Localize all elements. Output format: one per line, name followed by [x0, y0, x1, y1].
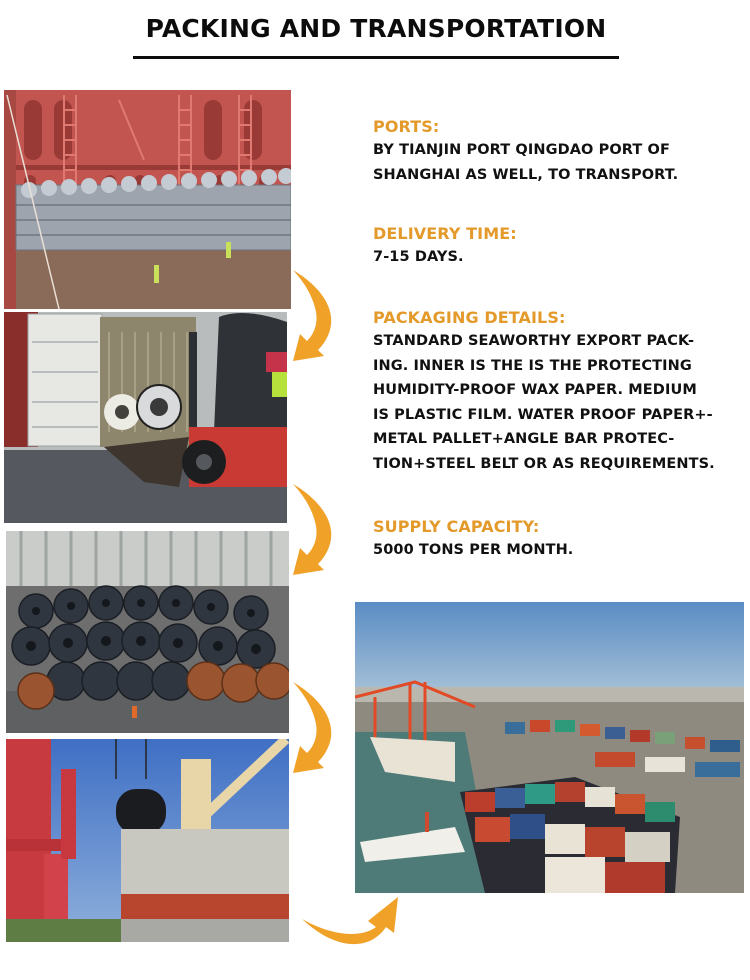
packaging-details-label: PACKAGING DETAILS: — [373, 308, 566, 327]
curved-arrow-down-3-icon — [290, 680, 340, 775]
supply-capacity-value: 5000 TONS PER MONTH. — [373, 542, 574, 558]
delivery-time-label: DELIVERY TIME: — [373, 224, 517, 243]
packaging-details-line-3: HUMIDITY-PROOF WAX PAPER. MEDIUM — [373, 382, 697, 398]
crane-lifting-coils-photo — [6, 739, 289, 942]
container-port-photo — [355, 602, 744, 893]
packaging-details-section — [373, 307, 745, 476]
packaging-details-line-5: METAL PALLET+ANGLE BAR PROTEC- — [373, 431, 675, 447]
ports-section — [373, 116, 745, 187]
curved-arrow-down-1-icon — [290, 268, 340, 363]
delivery-time-section — [373, 223, 745, 270]
coils-in-ship-hold-photo — [4, 90, 291, 309]
supply-capacity-section — [373, 516, 745, 563]
hot-rolled-coils-hold-photo — [6, 531, 289, 733]
supply-capacity-label: SUPPLY CAPACITY: — [373, 517, 540, 536]
packaging-details-line-4: IS PLASTIC FILM. WATER PROOF PAPER+- — [373, 406, 713, 423]
ports-label: PORTS: — [373, 117, 440, 136]
title-underline — [133, 56, 619, 59]
packaging-details-line-2: ING. INNER IS THE IS THE PROTECTING — [373, 357, 692, 374]
ports-value-line-2: SHANGHAI AS WELL, TO TRANSPORT. — [373, 166, 679, 183]
delivery-time-value: 7-15 DAYS. — [373, 249, 464, 265]
curved-arrow-up-right-icon — [300, 895, 400, 955]
curved-arrow-down-2-icon — [290, 482, 340, 577]
forklift-container-loading-photo — [4, 312, 287, 523]
ports-value-line-1: BY TIANJIN PORT QINGDAO PORT OF — [373, 142, 670, 158]
packaging-details-line-1: STANDARD SEAWORTHY EXPORT PACK- — [373, 333, 695, 349]
packaging-details-line-6: TION+STEEL BELT OR AS REQUIREMENTS. — [373, 455, 715, 472]
page-title: PACKING AND TRANSPORTATION — [145, 14, 607, 43]
